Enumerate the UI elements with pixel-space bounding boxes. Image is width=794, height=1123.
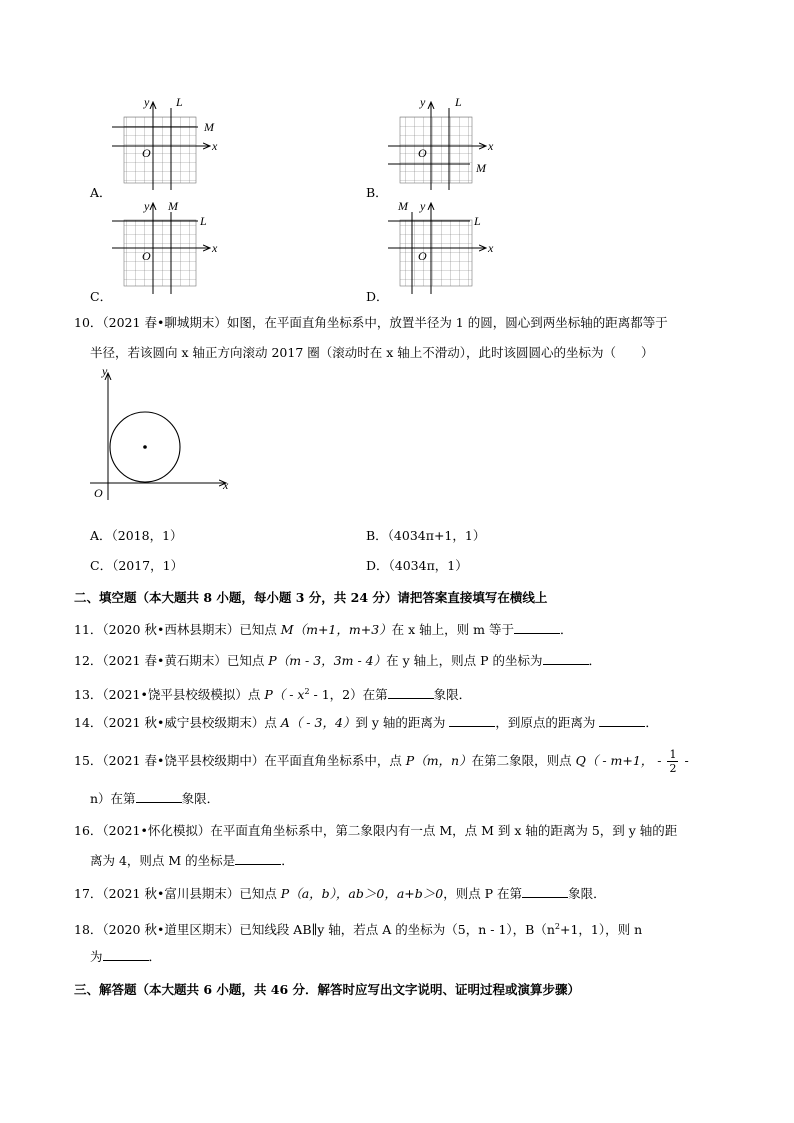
q10-option-a: A．（2018，1） bbox=[90, 528, 183, 543]
q14: 14．（2021 秋•威宁县校级期末）点 A（ - 3，4）到 y 轴的距离为 ，到原点的距离为 ． bbox=[74, 715, 658, 730]
b-L-label: L bbox=[455, 95, 462, 109]
q14-blank-1[interactable] bbox=[449, 714, 495, 727]
c-origin-label: O bbox=[142, 249, 151, 263]
q12-blank[interactable] bbox=[543, 652, 589, 665]
q10-option-b: B．（4034π+1，1） bbox=[366, 528, 486, 543]
section3-heading: 三、解答题（本大题共 6 小题，共 46 分．解答时应写出文字说明、证明过程或演算步骤） bbox=[74, 982, 581, 997]
d-L-label: L bbox=[474, 214, 481, 228]
a-y-label: y bbox=[144, 95, 150, 109]
a-x-label: x bbox=[212, 139, 218, 153]
option-b-label: B． bbox=[366, 185, 388, 200]
c-M-label: M bbox=[168, 199, 178, 213]
c-x-label: x bbox=[212, 241, 218, 255]
q13-blank[interactable] bbox=[388, 686, 434, 699]
q18-blank[interactable] bbox=[103, 948, 149, 961]
b-M-label: M bbox=[476, 161, 486, 175]
q11: 11．（2020 秋•西林县期末）已知点 M（m+1，m+3）在 x 轴上，则 m 等于 ． bbox=[74, 622, 573, 637]
q9-figures bbox=[0, 0, 794, 320]
d-y-label: y bbox=[420, 199, 426, 213]
a-L-label: L bbox=[176, 95, 183, 109]
section2-heading: 二、填空题（本大题共 8 小题，每小题 3 分，共 24 分）请把答案直接填写在横线上 bbox=[74, 590, 548, 605]
option-d-figure bbox=[388, 199, 494, 294]
q15-line2: n）在第 象限． bbox=[90, 791, 220, 806]
q16-blank[interactable] bbox=[235, 852, 281, 865]
d-M-label: M bbox=[398, 199, 408, 213]
option-d-label: D． bbox=[366, 289, 389, 304]
q10-line1: 10．（2021 春•聊城期末）如图，在平面直角坐标系中，放置半径为 1 的圆，圆心到两坐标轴的距离都等于 bbox=[74, 315, 668, 330]
option-c-figure bbox=[112, 199, 218, 294]
q10-y-label: y bbox=[102, 365, 108, 378]
d-origin-label: O bbox=[418, 249, 427, 263]
option-c-label: C． bbox=[90, 289, 113, 304]
b-origin-label: O bbox=[418, 146, 427, 160]
option-a-figure bbox=[112, 95, 218, 190]
q13: 13．（2021•饶平县校级模拟）点 $P( - x^2 - 1$，2）在第 象限． bbox=[74, 687, 472, 703]
q10-x-label: x bbox=[223, 478, 229, 492]
fraction-one-half: $\frac{1}{2}$ bbox=[669, 748, 677, 775]
c-L-label: L bbox=[200, 214, 207, 228]
q11-blank[interactable] bbox=[514, 621, 560, 634]
q14-blank-2[interactable] bbox=[599, 714, 645, 727]
q16-line2: 离为 4，则点 M 的坐标是 ． bbox=[90, 853, 294, 868]
q10-option-c: C．（2017，1） bbox=[90, 558, 184, 573]
q10-origin-label: O bbox=[94, 486, 103, 500]
option-a-label: A． bbox=[90, 185, 112, 200]
q17: 17．（2021 秋•富川县期末）已知点 P（a，b），ab＞0，a+b＞0，则点 P 在第 象限． bbox=[74, 886, 606, 901]
q15-blank[interactable] bbox=[136, 790, 182, 803]
q16-line1: 16．（2021•怀化模拟）在平面直角坐标系中，第二象限内有一点 M，点 M 到 x 轴的距离为 5，到 y 轴的距 bbox=[74, 823, 678, 838]
q10-option-d: D．（4034π，1） bbox=[366, 558, 468, 573]
a-origin-label: O bbox=[142, 146, 151, 160]
q15-line1: 15．（2021 春•饶平县校级期中）在平面直角坐标系中，点 P（m，n）在第二象限，则点 Q（ - m+1， - $\frac{1}{2}$ - bbox=[74, 748, 689, 775]
q18-line2: 为 ． bbox=[90, 949, 162, 964]
q12: 12．（2021 春•黄石期末）已知点 P（m - 3，3m - 4）在 y 轴上，则点 P 的坐标为 ． bbox=[74, 653, 602, 668]
option-b-figure bbox=[388, 95, 494, 190]
q10-line2: 半径，若该圆向 x 轴正方向滚动 2017 圈（滚动时在 x 轴上不滑动），此时该圆圆心的坐标为（ ） bbox=[90, 345, 654, 360]
a-M-label: M bbox=[204, 120, 214, 134]
c-y-label: y bbox=[144, 199, 150, 213]
q10-figure bbox=[80, 365, 250, 505]
b-y-label: y bbox=[420, 95, 426, 109]
d-x-label: x bbox=[488, 241, 494, 255]
q17-blank[interactable] bbox=[522, 885, 568, 898]
circle-center-dot bbox=[143, 445, 147, 449]
b-x-label: x bbox=[488, 139, 494, 153]
q18-line1: 18．（2020 秋•道里区期末）已知线段 AB∥y 轴，若点 A 的坐标为（5，n - 1），$B(n^2+1$，1），则 n bbox=[74, 922, 643, 938]
